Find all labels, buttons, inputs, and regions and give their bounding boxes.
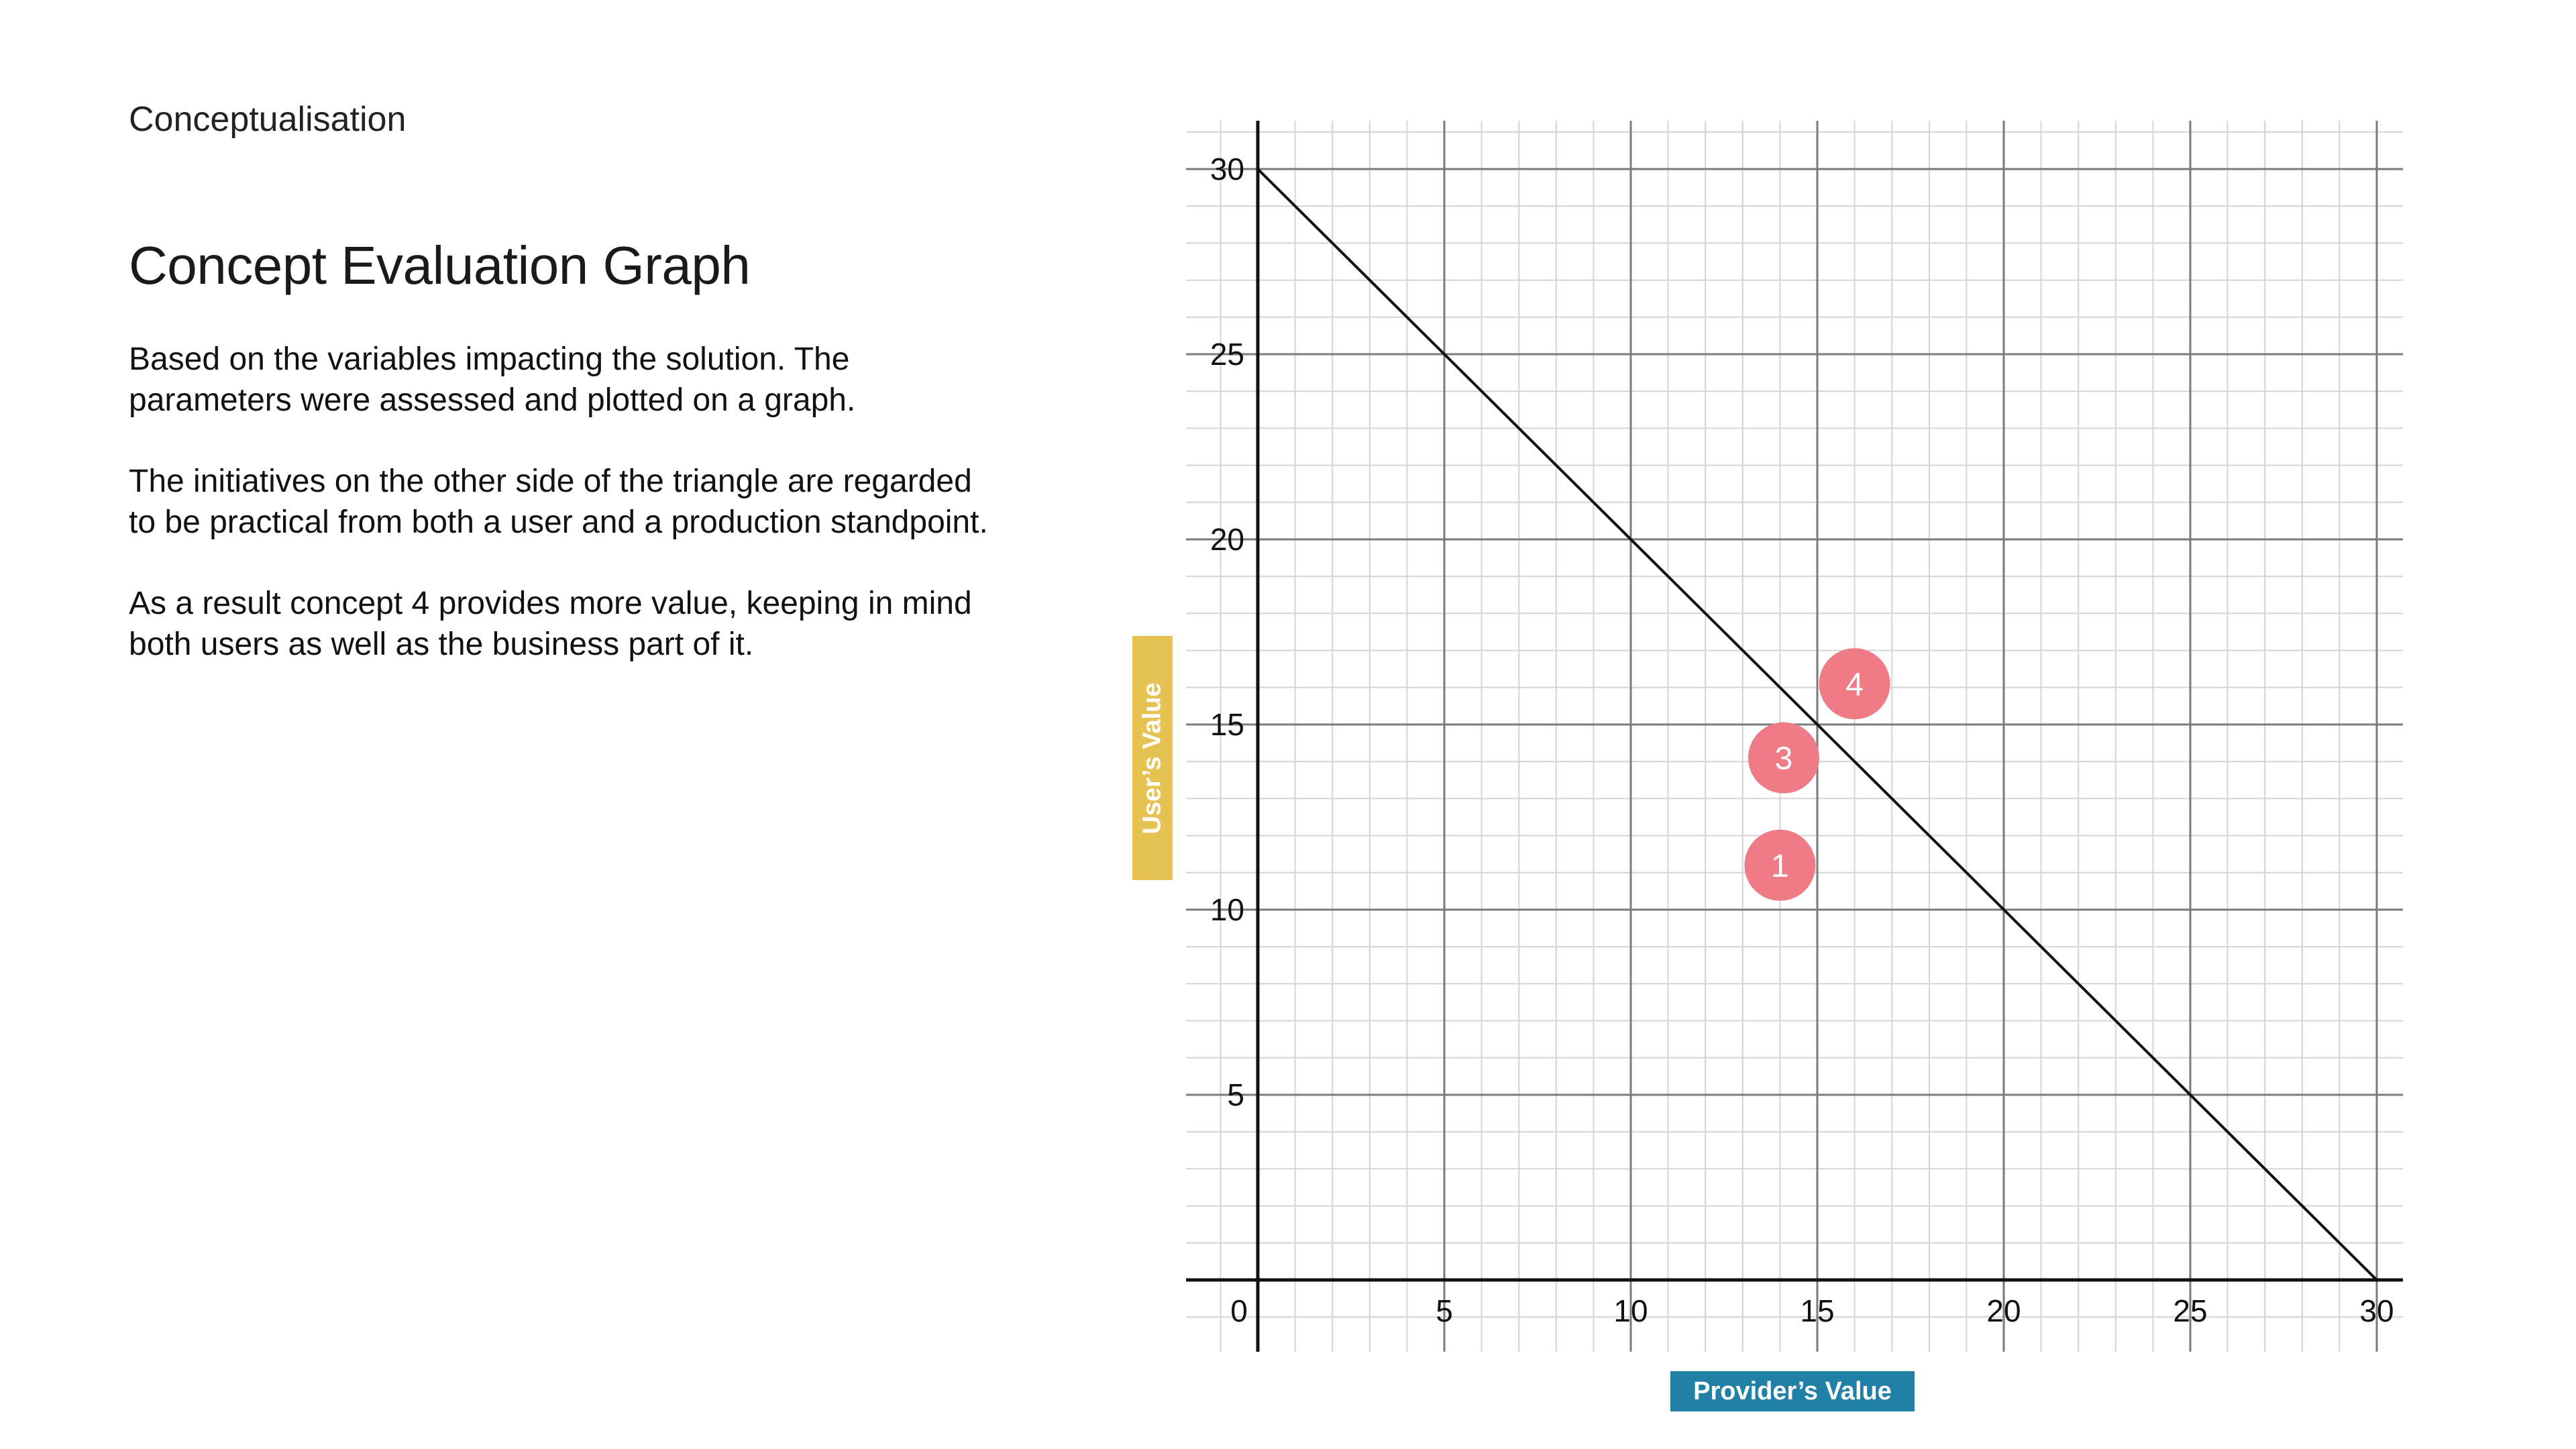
y-axis-label <box>1132 636 1173 880</box>
y-tick-label: 5 <box>1227 1077 1244 1112</box>
x-tick-label: 0 <box>1230 1293 1248 1328</box>
x-tick-label: 15 <box>1800 1293 1835 1328</box>
x-tick-label: 20 <box>1986 1293 2021 1328</box>
paragraph-2: The initiatives on the other side of the triangle are regarded to be practical from both a user and a production standpoint. <box>129 464 988 540</box>
paragraph-1: Based on the variables impacting the solution. The parameters were assessed and plotted on a graph. <box>129 341 856 418</box>
y-tick-label: 20 <box>1210 522 1244 557</box>
concept-point-label: 4 <box>1845 667 1864 703</box>
x-tick-label: 10 <box>1613 1293 1648 1328</box>
concept-point-label: 3 <box>1774 741 1793 777</box>
paragraph-3: As a result concept 4 provides more value, keeping in mind both users as well as the business part of it. <box>129 586 972 662</box>
x-tick-label: 25 <box>2173 1293 2208 1328</box>
x-tick-label: 30 <box>2359 1293 2394 1328</box>
x-tick-label: 5 <box>1436 1293 1453 1328</box>
page-title: Concept Evaluation Graph <box>129 235 751 295</box>
x-axis-label: Provider’s Value <box>1670 1371 1915 1411</box>
y-tick-label: 30 <box>1210 152 1244 186</box>
y-tick-label: 25 <box>1210 337 1244 372</box>
y-axis-label-text: User’s Value <box>1138 682 1167 835</box>
concept-point-label: 1 <box>1771 848 1789 884</box>
section-label: Conceptualisation <box>129 100 407 139</box>
y-tick-label: 15 <box>1210 707 1244 742</box>
y-tick-label: 10 <box>1210 892 1244 927</box>
